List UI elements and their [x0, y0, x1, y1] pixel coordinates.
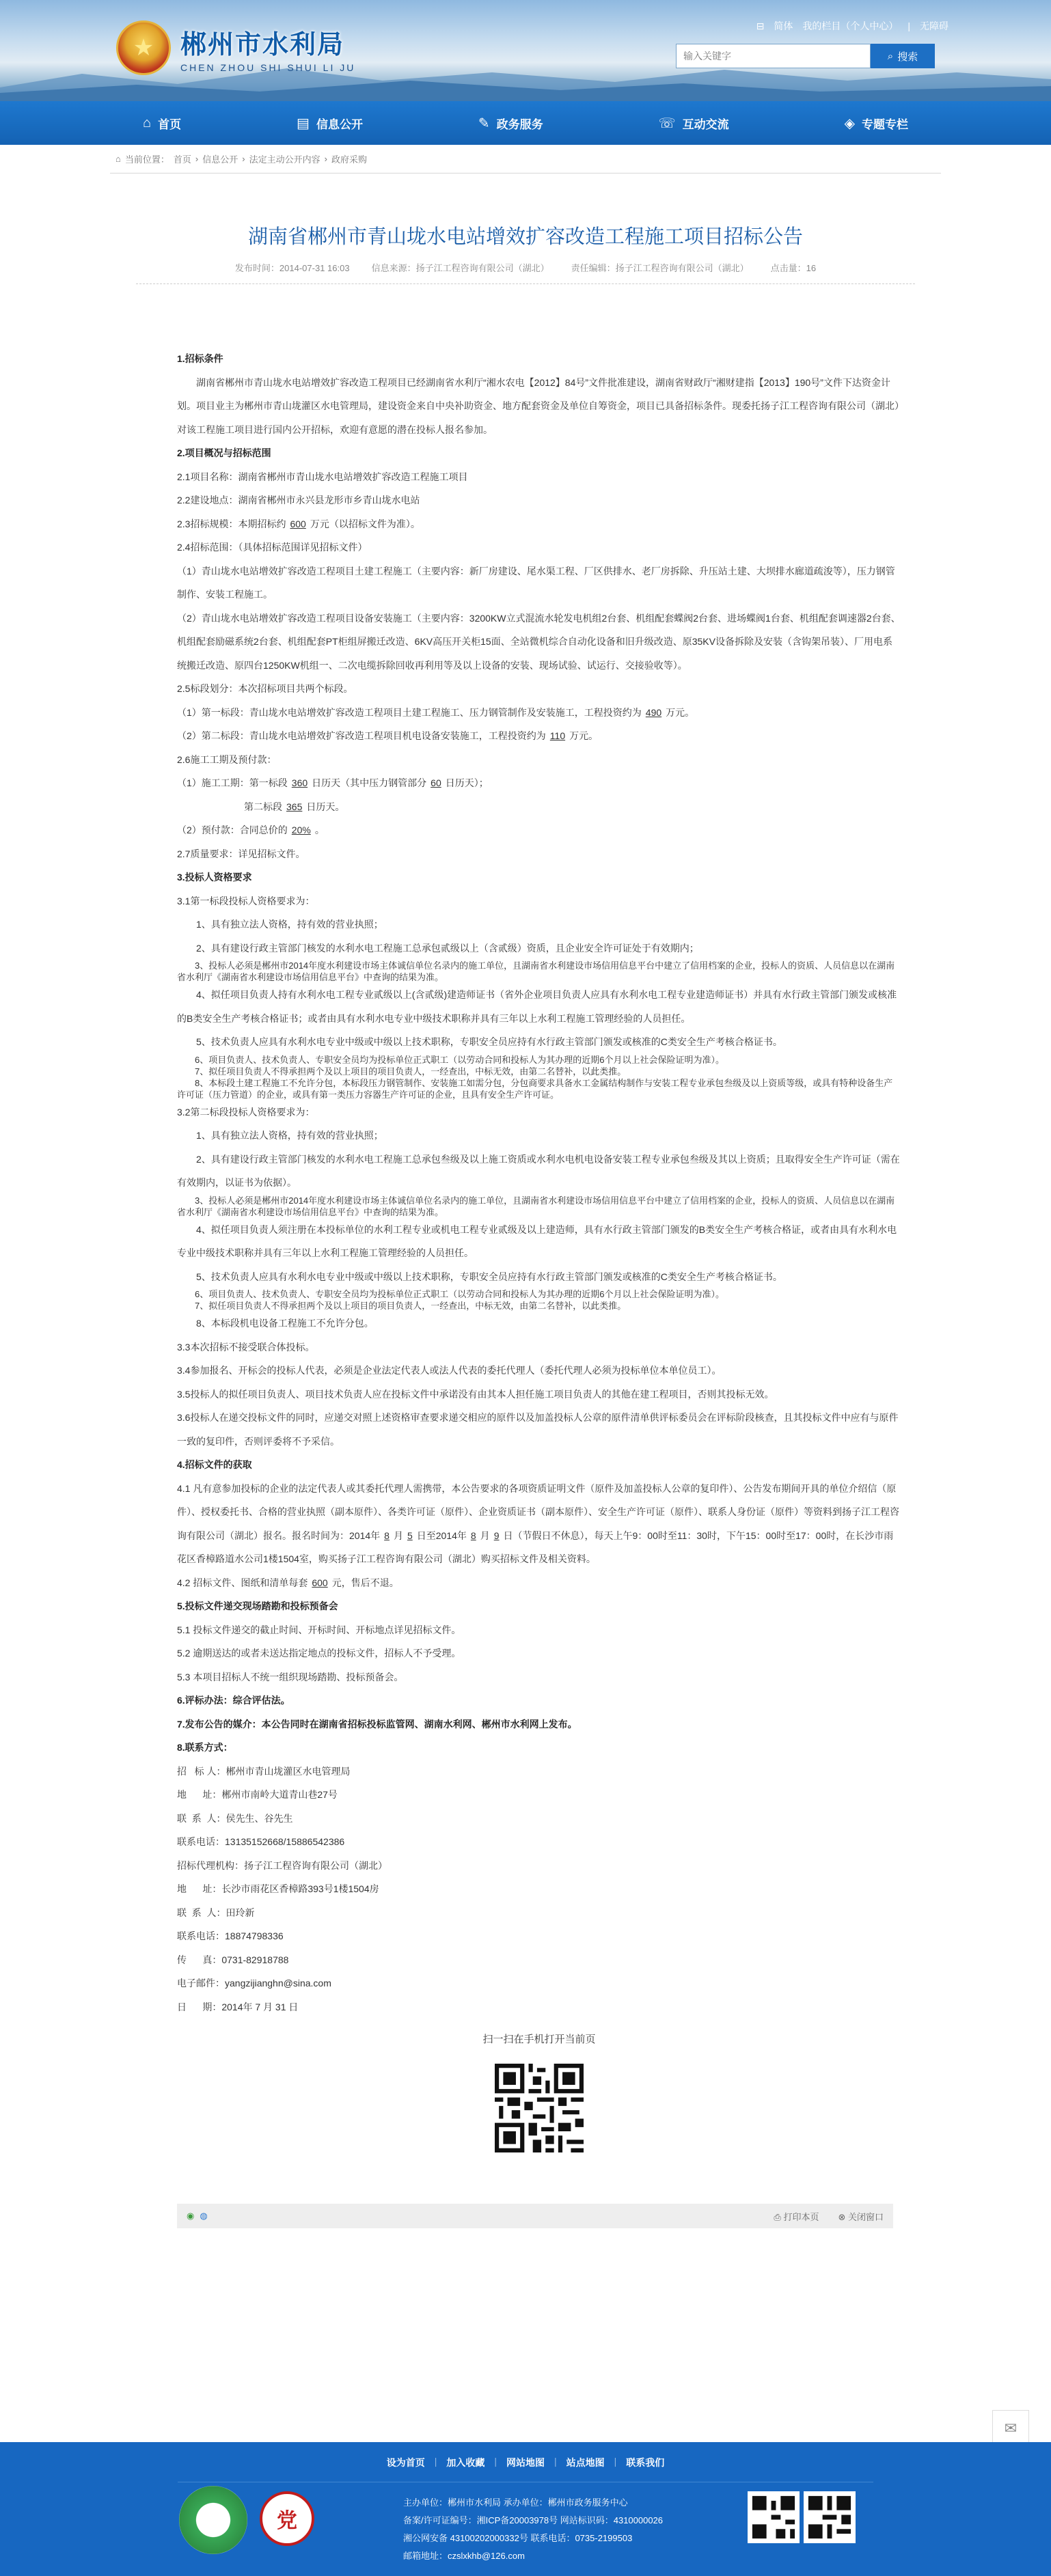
text: 4.1 凡有意参加投标的企业的法定代表人或其委托代理人需携带，本公告要求的各项资质证明文件（原件及加盖投标人公章的复印件）、公告发布期间开具的单位介绍信（原件）、授权委托书、合格的营业执照（副本原件）、各类许可证（原件）、企业资质证书（副本原件）、安全生产许可证（原件）、联系人身份证（原件）等资料到扬子江工程咨询有限公司（湖北）报名。报名时间为：2014年: [177, 1482, 899, 1541]
national-emblem-icon: ★: [116, 20, 171, 75]
paragraph: 5.3 本项目招标人不统一组织现场踏勘、投标预备会。: [177, 1671, 404, 1682]
print-icon: ⎙: [774, 2211, 781, 2222]
contact-line: 联系电话：18874798336: [177, 1930, 284, 1941]
nav-item-info-disclosure[interactable]: [290, 101, 370, 145]
gov-site-badge-icon[interactable]: [179, 2486, 247, 2554]
party-gov-badge-icon[interactable]: 党: [260, 2491, 314, 2546]
paragraph: 6、项目负责人、技术负责人、专职安全员均为投标单位正式职工（以劳动合同和投标人为其办理的近期6个月以上社会保险证明为准）。: [195, 1054, 724, 1065]
contact-line: 联系电话：13135152668/15886542386: [177, 1836, 345, 1847]
underlined-value: 365: [286, 801, 303, 812]
section-title: 3.投标人资格要求: [177, 872, 252, 883]
top-link-my-column[interactable]: 我的栏目（个人中心）: [802, 20, 899, 31]
section-title: 8.联系方式：: [177, 1742, 233, 1753]
info-source: 信息来源：扬子江工程咨询有限公司（湖北）: [371, 263, 549, 273]
paragraph: 3.5投标人的拟任项目负责人、项目技术负责人应在投标文件中承诺没有由其本人担任施工项目负责人的其他在建工程项目，否则其投标无效。: [177, 1388, 774, 1400]
paragraph: [177, 512, 901, 536]
contact-line: 电子邮件：yangzijianghn@sina.com: [177, 1978, 331, 1989]
paragraph: 4、拟任项目负责人须注册在本投标单位的水利工程专业或机电工程专业贰级及以上建造师，具有水行政主管部门颁发的B类安全生产考核合格证，或者由具有水利水电专业中级技术职称并具有三年以上水利工程施工管理经验的人员担任。: [177, 1223, 897, 1258]
breadcrumb-gov-procurement[interactable]: 政府采购: [331, 154, 367, 165]
wechat-icon[interactable]: ✉: [992, 2410, 1029, 2447]
footer-separator: |: [494, 2456, 497, 2467]
paragraph: 3.4参加报名、开标会的投标人代表，必须是企业法定代表人或法人代表的委托代理人（委托代理人必须为投标单位本单位员工）。: [177, 1365, 722, 1376]
footer-email: 邮箱地址：czslxkhb@126.com: [403, 2551, 525, 2561]
article-meta: [136, 261, 915, 284]
paragraph: 5、技术负责人应具有水利水电专业中级或中级以上技术职称，专职安全员应持有水行政主管部门颁发或核准的C类安全生产考核合格证书。: [196, 1271, 782, 1282]
site-logo[interactable]: [116, 20, 355, 75]
share-bar: [177, 2204, 893, 2228]
qq-share-icon[interactable]: ◍: [200, 2211, 208, 2221]
paragraph: 2.1项目名称：湖南省郴州市青山垅水电站增效扩容改造工程施工项目: [177, 471, 468, 482]
paragraph: 3.1第一标段投标人资格要求为：: [177, 895, 315, 906]
site-name: [180, 23, 355, 73]
text: 月: [480, 1529, 490, 1541]
site-footer: [0, 2442, 1051, 2576]
contact-line: 传 真：0731-82918788: [177, 1954, 289, 1965]
qr-title: 扫一扫在手机打开当前页: [482, 2034, 596, 2045]
share-icons: [187, 2211, 208, 2221]
footer-link-favorite[interactable]: 加入收藏: [446, 2457, 485, 2468]
paragraph: [177, 818, 901, 842]
close-icon: ⊗: [838, 2211, 846, 2222]
article-title: 湖南省郴州市青山垅水电站增效扩容改造工程施工项目招标公告: [247, 226, 803, 248]
text: 日历天（其中压力钢管部分: [312, 777, 427, 788]
breadcrumb-prefix: 当前位置：: [124, 154, 169, 165]
close-label: 关闭窗口: [847, 2211, 884, 2222]
underlined-value: 60: [431, 777, 441, 788]
text: （1）第一标段：青山垅水电站增效扩容改造工程项目土建工程施工、压力钢管制作及安装施工，工程投资约为: [177, 706, 642, 718]
share-actions: [774, 2210, 884, 2223]
underlined-value: 5: [407, 1529, 413, 1541]
text: 4.2 招标文件、图纸和清单每套: [177, 1577, 308, 1588]
breadcrumb-separator: ›: [324, 154, 327, 164]
paragraph: 7、拟任项目负责人不得承担两个及以上项目的项目负责人，一经查出，中标无效，由第二名替补，以此类推。: [195, 1301, 627, 1311]
nav-item-label: 信息公开: [316, 117, 363, 131]
top-link-simplified[interactable]: 简体: [774, 20, 793, 31]
underlined-value: 490: [645, 706, 662, 718]
paragraph: [177, 724, 901, 748]
top-link-separator: |: [907, 20, 910, 31]
footer-separator: |: [614, 2456, 617, 2467]
close-window-button[interactable]: [838, 2210, 884, 2223]
text: 2.3招标规模：本期招标约: [177, 518, 286, 529]
underlined-value: 600: [312, 1577, 328, 1588]
text: 万元。: [666, 706, 695, 718]
paragraph: 3.6投标人在递交投标文件的同时，应递交对照上述资格审查要求递交相应的原件以及加盖投标人公章的原件清单供评标委员会在评标阶段核查，且其投标文件中应有与原件一致的复印件，否则评委将不予采信。: [177, 1412, 899, 1447]
text: （2）第二标段：青山垅水电站增效扩容改造工程项目机电设备安装施工，工程投资约为: [177, 730, 546, 741]
paragraph: 2、具有建设行政主管部门核发的水利水电工程施工总承包叁级及以上施工资质或水利水电机电设备安装工程专业承包叁级及其以上资质；且取得安全生产许可证（需在有效期内，以证书为依据）。: [177, 1153, 900, 1188]
paragraph: [177, 795, 901, 819]
chat-icon: ☏: [658, 115, 676, 131]
paragraph: 3、投标人必须是郴州市2014年度水利建设市场主体诚信单位名录内的施工单位，且湖南省水利建设市场信用信息平台中建立了信用档案的企业，投标人的资质、人员信息以在湖南省水利厅《湖南省水利建设市场信用信息平台》中查询的结果为准。: [177, 1195, 895, 1217]
main-nav-inner: [115, 101, 936, 145]
footer-link-homepage[interactable]: 设为首页: [386, 2457, 425, 2468]
footer-police: 湘公网安备 43100202000332号 联系电话：0735-2199503: [403, 2533, 633, 2543]
search-button[interactable]: [871, 44, 935, 68]
nav-item-label: 政务服务: [496, 117, 543, 131]
underlined-value: 110: [549, 730, 566, 741]
publish-time: 发布时间：2014-07-31 16:03: [234, 263, 350, 273]
qr-code-icon: [748, 2491, 800, 2543]
article-body: [136, 284, 915, 2163]
home-icon: ⌂: [115, 154, 121, 164]
search-button-label: 搜索: [897, 51, 918, 63]
paragraph: 7、拟任项目负责人不得承担两个及以上项目的项目负责人，一经查出，中标无效，由第二名替补，以此类推。: [195, 1066, 627, 1077]
text: 万元（以招标文件为准）。: [310, 518, 420, 529]
view-count: 点击量：16: [770, 263, 817, 273]
search-input[interactable]: [676, 44, 871, 68]
paragraph: 1、具有独立法人资格，持有效的营业执照；: [196, 1130, 383, 1141]
paragraph: 1、具有独立法人资格，持有效的营业执照；: [196, 919, 383, 930]
footer-info: [403, 2494, 663, 2565]
top-link-accessibility[interactable]: 无障碍: [920, 20, 948, 31]
text: 月: [393, 1529, 403, 1541]
underlined-value: 600: [290, 518, 306, 529]
paragraph: [177, 1477, 901, 1571]
editor: 责任编辑：扬子江工程咨询有限公司（湖北）: [571, 263, 749, 273]
main-nav: [0, 101, 1051, 145]
contact-line: 日 期：2014年 7 月 31 日: [177, 2001, 299, 2012]
edit-icon: ✎: [478, 115, 490, 131]
footer-links: [0, 2456, 1051, 2469]
text: （2）预付款：合同总价的: [177, 825, 288, 835]
paragraph: 3.2第二标段投标人资格要求为：: [177, 1106, 315, 1118]
breadcrumb-separator: ›: [195, 154, 199, 164]
breadcrumb-statutory-content[interactable]: 法定主动公开内容: [249, 154, 320, 165]
nav-item-label: 互动交流: [682, 117, 729, 131]
contact-line: 招标代理机构：扬子江工程咨询有限公司（湖北）: [177, 1859, 387, 1871]
text: 万元。: [569, 730, 599, 741]
document-icon: ▤: [297, 115, 310, 131]
home-icon: ⌂: [143, 115, 152, 130]
text: 第二标段: [244, 801, 282, 812]
text: 。: [314, 825, 325, 835]
section-title: 1.招标条件: [177, 353, 223, 364]
contact-line: 联 系 人：侯先生、谷先生: [177, 1812, 293, 1824]
breadcrumb-separator: ›: [242, 154, 245, 164]
paragraph: 8、本标段机电设备工程施工不允许分包。: [196, 1318, 374, 1329]
nav-item-label: 首页: [158, 117, 182, 131]
print-label: 打印本页: [783, 2211, 819, 2222]
article: [136, 174, 915, 2228]
footer-separator: |: [554, 2456, 557, 2467]
site-name-cn: 郴州市水利局: [180, 30, 345, 59]
paragraph: 2.4招标范围：（具体招标范围详见招标文件）: [177, 542, 368, 553]
paragraph: [177, 1571, 901, 1595]
footer-link-sitemap[interactable]: 网站地图: [506, 2457, 545, 2468]
wechat-share-icon[interactable]: ◉: [187, 2211, 195, 2221]
paragraph: [177, 771, 901, 795]
qr-code-icon: [493, 2062, 586, 2155]
footer-link-contact[interactable]: 联系我们: [626, 2457, 665, 2468]
section-title: 6.评标办法：综合评估法。: [177, 1695, 290, 1706]
paragraph: 湖南省郴州市青山垅水电站增效扩容改造工程项目已经湖南省水利厅“湘水农电【2012】84号”文件批准建设，湖南省财政厅“湘财建指【2013】190号”文件下达资金计划。项目业主为郴州市青山垅灌区水电管理局，建设资金来自中央补助资金、地方配套资金及单位自筹资金，项目已具备招标条件。现委托扬子江工程咨询有限公司（湖北）对该工程施工项目进行国内公开招标，欢迎有意愿的潜在投标人报名参加。: [177, 376, 899, 435]
underlined-value: 20%: [291, 825, 311, 835]
section-title: 5.投标文件递交现场踏勘和投标预备会: [177, 1601, 338, 1611]
underlined-value: 9: [493, 1529, 500, 1541]
footer-separator: |: [434, 2456, 437, 2467]
paragraph: 5、技术负责人应具有水利水电专业中级或中级以上技术职称，专职安全员应持有水行政主管部门颁发或核准的C类安全生产考核合格证书。: [196, 1036, 782, 1047]
paragraph: 8、本标段土建工程施工不允许分包，本标段压力钢管制作、安装施工如需分包，分包商要求具备水工金属结构制作与安装工程专业承包叁级及以上资质等级，或具有特种设备生产许可证（压力管道）的企业，或具有第一类压力容器生产许可证的企业，且具有安全生产许可证。: [177, 1077, 893, 1100]
qr-block: [177, 2019, 901, 2163]
text: 日历天）；: [445, 777, 489, 788]
paragraph: 5.1 投标文件递交的截止时间、开标时间、开标地点详见招标文件。: [177, 1624, 461, 1635]
search-icon: ⌕: [887, 50, 894, 62]
top-link-1[interactable]: ⊟: [756, 20, 765, 31]
text: （1）施工工期：第一标段: [177, 777, 288, 788]
paragraph: 3.3本次招标不接受联合体投标。: [177, 1341, 315, 1353]
text: 日至2014年: [416, 1529, 467, 1541]
contact-line: 地 址：郴州市南岭大道青山巷27号: [177, 1789, 338, 1800]
underlined-value: 360: [291, 777, 308, 788]
paragraph: 3、投标人必须是郴州市2014年度水利建设市场主体诚信单位名录内的施工单位，且湖南省水利建设市场信用信息平台中建立了信用档案的企业，投标人的资质、人员信息以在湖南省水利厅《湖南省水利建设市场信用信息平台》中查询的结果为准。: [177, 960, 895, 982]
paragraph: 2.2建设地点：湖南省郴州市永兴县龙形市乡青山垅水电站: [177, 495, 420, 505]
paragraph: [177, 701, 901, 725]
underlined-value: 8: [470, 1529, 476, 1541]
paragraph: 2.7质量要求：详见招标文件。: [177, 848, 305, 859]
underlined-value: 8: [384, 1529, 390, 1541]
paragraph: 6、项目负责人、技术负责人、专职安全员均为投标单位正式职工（以劳动合同和投标人为其办理的近期6个月以上社会保险证明为准）。: [195, 1289, 724, 1299]
print-button[interactable]: [774, 2210, 819, 2223]
contact-line: 招 标 人：郴州市青山垅灌区水电管理局: [177, 1765, 351, 1777]
footer-host: 主办单位：郴州市水利局 承办单位：郴州市政务服务中心: [403, 2497, 628, 2508]
site-name-pinyin: CHEN ZHOU SHI SHUI LI JU: [180, 61, 356, 73]
layers-icon: ◈: [844, 115, 855, 131]
paragraph: 4、拟任项目负责人持有水利水电工程专业贰级以上(含贰级)建造师证书（省外企业项目负责人应具有水利水电工程专业建造师证书）并具有水行政主管部门颁发或核准的B类安全生产考核合格证书；或者由具有水利水电专业中级技术职称并具有三年以上水利工程施工管理经验的人员担任。: [177, 989, 897, 1024]
breadcrumb-home[interactable]: 首页: [173, 154, 191, 165]
contact-line: 地 址：长沙市雨花区香樟路393号1楼1504房: [177, 1883, 379, 1894]
contact-line: 联 系 人：田玲新: [177, 1907, 255, 1918]
nav-item-interaction[interactable]: [652, 101, 736, 145]
nav-item-gov-service[interactable]: [472, 101, 550, 145]
breadcrumb: [110, 145, 941, 174]
nav-item-home[interactable]: [136, 101, 188, 145]
paragraph: 2.6施工工期及预付款：: [177, 753, 277, 765]
paragraph: （2）青山垅水电站增效扩容改造工程项目设备安装施工（主要内容：3200KW立式混流水轮发电机组2台套、机组配套蝶阀2台套、进场蝶阀1台套、机组配套调速器2台套、机组配套励磁系统2台套、机组配套PT柜组屏搬迁改造、6KV高压开关柜15面、全站微机综合自动化设备和旧升级改造、原35KV设备拆除及安装（含钩架吊装）、厂用电系统搬迁改造、原四台1250KW机组一、二次电缆拆除回收再利用等及以上设备的安装、现场试验、试运行、交接验收等）。: [177, 612, 901, 671]
footer-link-site-map[interactable]: 站点地图: [566, 2457, 605, 2468]
qr-code-icon: [804, 2491, 856, 2543]
footer-icp: 备案/许可证编号：湘ICP备20003978号 网站标识码：4310000026: [403, 2515, 664, 2525]
section-title: 4.招标文件的获取: [177, 1459, 252, 1470]
text: 日（节假日不休息），每天上午9：00时至11：30时，下午15：00时至17：00时，在长沙市雨花区香樟路道水公司1楼1504室，购买扬子江工程咨询有限公司（湖北）购买招标文件及相关资料。: [177, 1529, 894, 1564]
paragraph: 2、具有建设行政主管部门核发的水利水电工程施工总承包贰级以上（含贰级）资质，且企业安全许可证处于有效期内；: [196, 942, 699, 954]
search-box: [676, 44, 935, 68]
site-header: [0, 0, 1051, 101]
nav-item-label: 专题专栏: [861, 117, 908, 131]
nav-item-special-topics[interactable]: [838, 101, 915, 145]
text: 日历天。: [306, 801, 345, 812]
paragraph: （1）青山垅水电站增效扩容改造工程项目土建工程施工（主要内容：新厂房建设、尾水渠工程、厂区供排水、老厂房拆除、升压站土建、大坝排水廊道疏浚等），压力钢管制作、安装工程施工。: [177, 565, 895, 600]
top-links: [756, 19, 948, 33]
section-title: 2.项目概况与招标范围: [177, 447, 271, 458]
section-title: 7.发布公告的媒介：本公告同时在湖南省招标投标监管网、湖南水利网、郴州市水利网上发布。: [177, 1718, 577, 1730]
paragraph: 2.5标段划分：本次招标项目共两个标段。: [177, 683, 353, 694]
breadcrumb-info-disclosure[interactable]: 信息公开: [202, 154, 238, 165]
text: 元，售后不退。: [331, 1577, 399, 1588]
paragraph: 5.2 逾期送达的或者未送达指定地点的投标文件，招标人不予受理。: [177, 1648, 461, 1659]
